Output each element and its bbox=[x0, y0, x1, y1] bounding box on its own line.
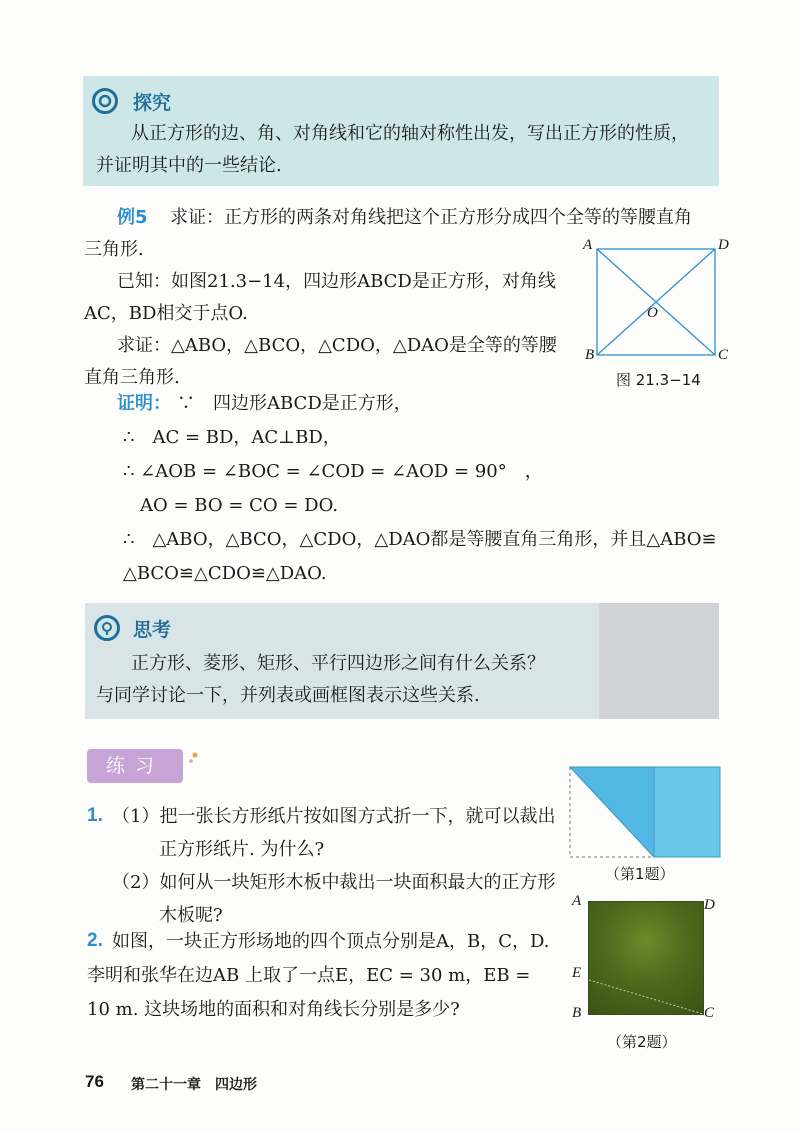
proof-line6: △BCO≌△CDO≌△DAO. bbox=[123, 563, 327, 584]
proof-line1: ∵ 四边形ABCD是正方形， bbox=[177, 393, 412, 414]
think-box bbox=[85, 603, 719, 719]
vertex-label-c: C bbox=[718, 347, 729, 363]
chapter-title: 第二十一章 四边形 bbox=[131, 1077, 257, 1093]
vertex-label-d: D bbox=[718, 237, 729, 253]
q1-part2-line2: 木板呢? bbox=[159, 905, 223, 926]
explore-box bbox=[83, 76, 719, 186]
prove-line1: 求证：△ABO，△BCO，△CDO，△DAO是全等的等腰 bbox=[117, 335, 557, 356]
think-line2: 与同学讨论一下，并列表或画框图表示这些关系. bbox=[96, 685, 480, 706]
vertex-label-a: A bbox=[583, 237, 593, 253]
explore-line2: 并证明其中的一些结论. bbox=[96, 155, 282, 176]
folded-paper-svg bbox=[568, 765, 722, 861]
field-label-d: D bbox=[704, 897, 715, 913]
q2-line3: 10 m. 这块场地的面积和对角线长分别是多少? bbox=[87, 999, 460, 1020]
field-label-e: E bbox=[572, 965, 582, 981]
proof-label: 证明： bbox=[117, 393, 171, 414]
example-line1: 求证：正方形的两条对角线把这个正方形分成四个全等的等腰直角 bbox=[170, 207, 692, 228]
q1-number: 1. bbox=[87, 805, 103, 826]
think-line1: 正方形、菱形、矩形、平行四边形之间有什么关系？ bbox=[131, 653, 545, 674]
proof-line5: ∴ △ABO，△BCO，△CDO，△DAO都是等腰直角三角形，并且△ABO≌ bbox=[123, 529, 717, 550]
center-label-o: O bbox=[647, 305, 658, 321]
exercise-tab-dots bbox=[187, 750, 201, 769]
grass-field-image bbox=[588, 901, 704, 1015]
vertex-label-b: B bbox=[585, 347, 595, 363]
think-title: 思考 bbox=[133, 619, 172, 641]
q2-caption: （第2题） bbox=[607, 1033, 677, 1051]
field-label-a: A bbox=[572, 893, 582, 909]
field-label-b: B bbox=[572, 1005, 582, 1021]
figure-caption: 图 21.3−14 bbox=[616, 371, 701, 389]
figure-square-diagram bbox=[578, 235, 728, 390]
q1-part2-line1: （2）如何从一块矩形木板中裁出一块面积最大的正方形 bbox=[112, 872, 556, 893]
figure-folded-paper bbox=[568, 765, 722, 883]
figure-grass-field bbox=[568, 893, 722, 1053]
given-line1: 已知：如图21.3−14，四边形ABCD是正方形，对角线 bbox=[117, 271, 556, 292]
example-label: 例5 bbox=[117, 207, 148, 228]
q2-line2: 李明和张华在边AB 上取了一点E，EC = 30 m，EB = bbox=[87, 965, 531, 986]
example-line2: 三角形. bbox=[84, 239, 144, 260]
q1-caption: （第1题） bbox=[605, 865, 675, 883]
explore-icon bbox=[92, 88, 118, 114]
page-number: 76 bbox=[85, 1072, 104, 1091]
q1-part1-line1: （1）把一张长方形纸片按如图方式折一下，就可以裁出 bbox=[112, 806, 556, 827]
explore-title: 探究 bbox=[133, 92, 172, 114]
given-line2: AC，BD相交于点O. bbox=[84, 303, 248, 324]
explore-line1: 从正方形的边、角、对角线和它的轴对称性出发，写出正方形的性质， bbox=[131, 123, 689, 144]
q2-number: 2. bbox=[87, 930, 103, 951]
think-side-panel bbox=[599, 603, 719, 719]
field-line-svg bbox=[589, 902, 703, 1014]
proof-line2: ∴ AC = BD，AC⊥BD， bbox=[123, 427, 341, 448]
field-label-c: C bbox=[704, 1005, 715, 1021]
prove-line2: 直角三角形. bbox=[84, 367, 180, 388]
proof-line4: AO = BO = CO = DO. bbox=[140, 495, 339, 516]
proof-line3: ∴ ∠AOB = ∠BOC = ∠COD = ∠AOD = 90° ， bbox=[123, 461, 543, 482]
q2-line1: 如图，一块正方形场地的四个顶点分别是A，B，C，D. bbox=[112, 931, 550, 952]
think-icon bbox=[94, 615, 120, 641]
q1-part1-line2: 正方形纸片. 为什么? bbox=[159, 839, 325, 860]
exercise-tab: 练习 bbox=[87, 749, 183, 783]
